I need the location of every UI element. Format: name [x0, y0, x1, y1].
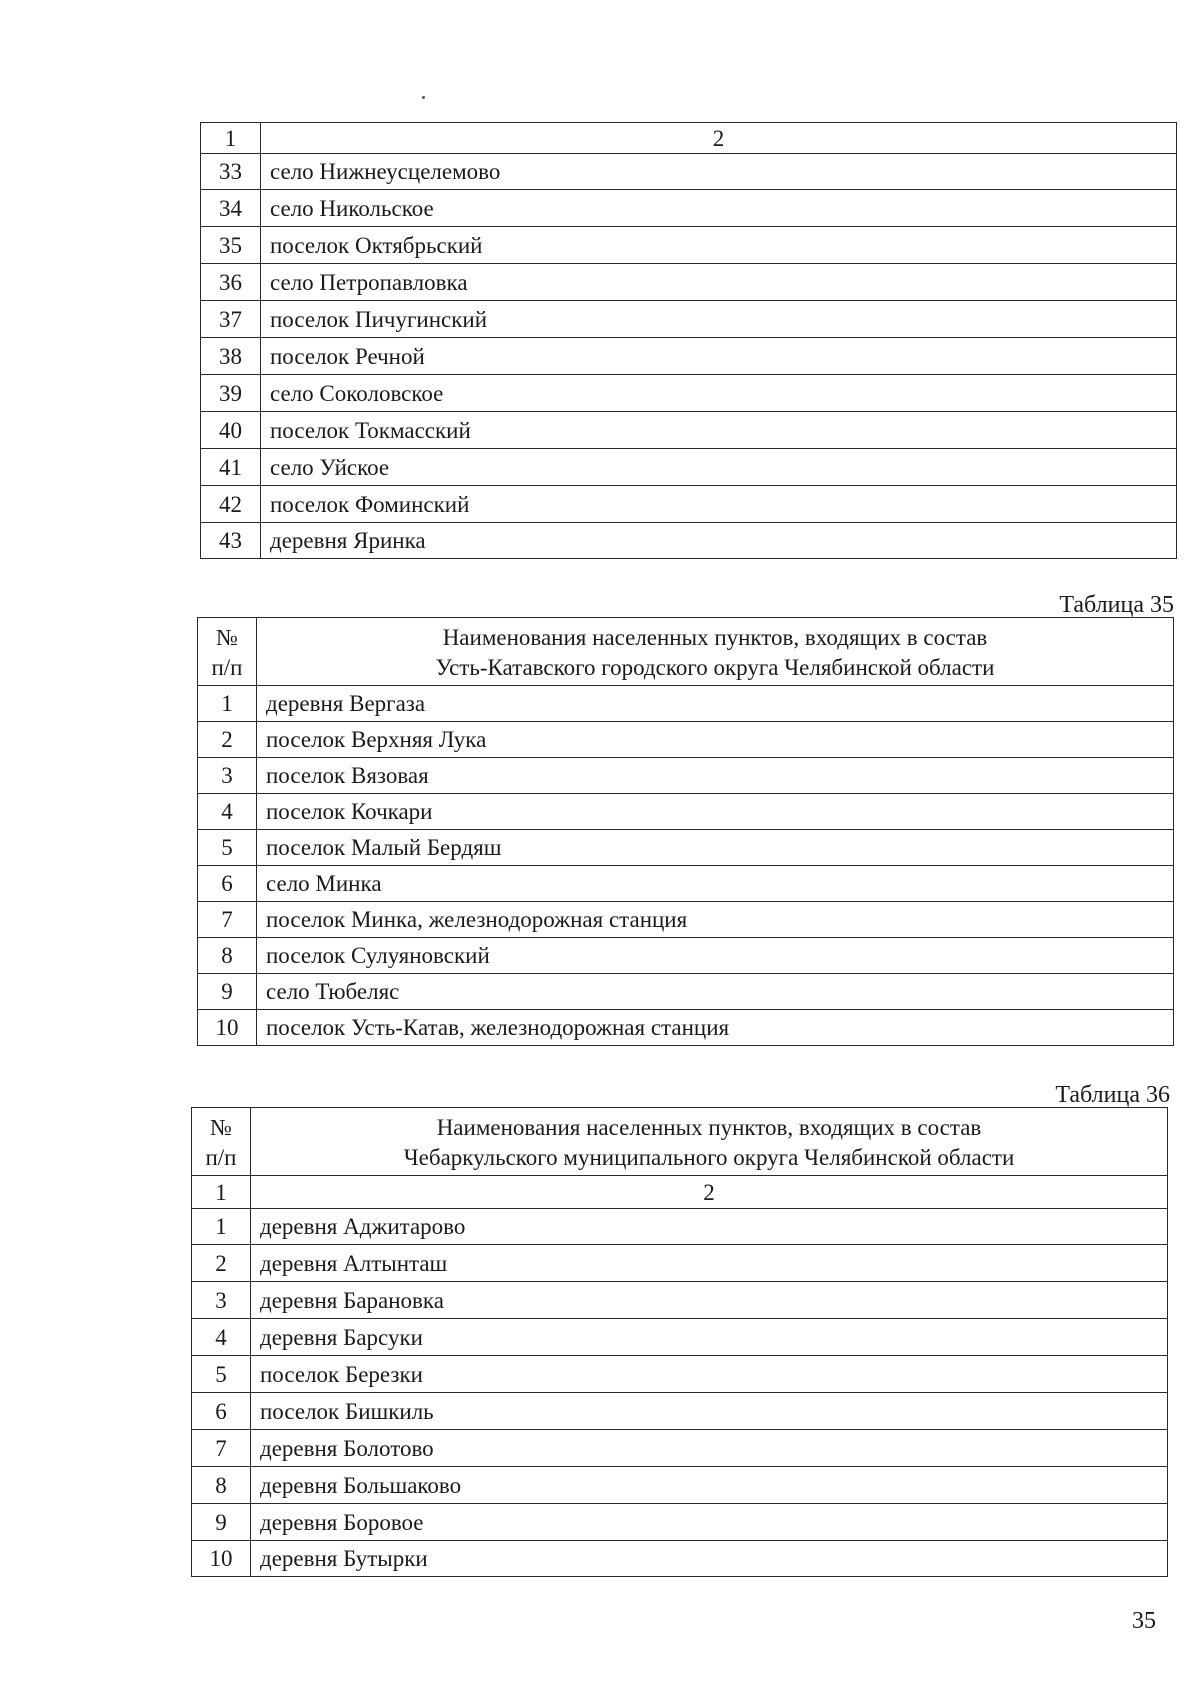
row-number: 2 [198, 722, 257, 758]
row-number: 7 [198, 902, 257, 938]
settlement-name: село Никольское [261, 190, 1177, 227]
column-index-row [192, 1176, 1168, 1209]
table-36 [191, 1107, 1168, 1577]
settlement-name: село Минка [257, 866, 1174, 902]
row-number: 4 [192, 1319, 251, 1356]
table-row [201, 190, 1177, 227]
row-number: 3 [192, 1282, 251, 1319]
row-number: 39 [201, 375, 261, 412]
row-number: 6 [198, 866, 257, 902]
table-row [198, 1010, 1174, 1046]
settlement-name: деревня Большаково [251, 1467, 1168, 1504]
table-row [192, 1467, 1168, 1504]
table-row [198, 722, 1174, 758]
table-row [198, 794, 1174, 830]
settlement-name: деревня Боровое [251, 1504, 1168, 1541]
table-row [198, 974, 1174, 1010]
row-number: 9 [198, 974, 257, 1010]
header-title-line-1: Наименования населенных пунктов, входящих в состав [436, 1114, 982, 1140]
settlement-name: поселок Бишкиль [251, 1393, 1168, 1430]
table-row [198, 686, 1174, 722]
scan-speck [422, 96, 425, 99]
header-title-line-2: Чебаркульского муниципального округа Челябинской области [403, 1144, 1015, 1170]
row-number: 5 [198, 830, 257, 866]
settlement-name: поселок Октябрьский [261, 227, 1177, 264]
number-abbr: п/п [211, 654, 243, 680]
table-header-row [192, 1108, 1168, 1176]
row-number: 40 [201, 412, 261, 449]
table-row [201, 154, 1177, 190]
settlement-name: деревня Вергаза [257, 686, 1174, 722]
table-row [201, 301, 1177, 338]
table-35 [197, 617, 1174, 1046]
number-column-header [192, 1108, 251, 1176]
row-number: 10 [198, 1010, 257, 1046]
settlement-name: село Уйское [261, 449, 1177, 486]
row-number: 42 [201, 486, 261, 523]
table-row [198, 830, 1174, 866]
row-number: 8 [198, 938, 257, 974]
column-index-1: 1 [192, 1176, 251, 1209]
row-number: 8 [192, 1467, 251, 1504]
column-index-2: 2 [261, 123, 1177, 154]
row-number: 4 [198, 794, 257, 830]
table-row [201, 449, 1177, 486]
table-row [201, 338, 1177, 375]
table-34-continued [200, 122, 1177, 559]
settlement-name: село Соколовское [261, 375, 1177, 412]
number-sign: № [210, 1114, 232, 1140]
settlement-name: деревня Барановка [251, 1282, 1168, 1319]
table-row [192, 1209, 1168, 1245]
row-number: 10 [192, 1541, 251, 1577]
header-title-line-2: Усть-Катавского городского округа Челябинской области [435, 654, 995, 680]
settlement-name: поселок Березки [251, 1356, 1168, 1393]
row-number: 6 [192, 1393, 251, 1430]
settlement-name: поселок Токмасский [261, 412, 1177, 449]
name-column-header [257, 618, 1174, 686]
table-36-caption: Таблица 36 [1055, 1082, 1170, 1108]
table-header-row [201, 123, 1177, 154]
settlement-name: поселок Сулуяновский [257, 938, 1174, 974]
row-number: 34 [201, 190, 261, 227]
settlement-name: поселок Минка, железнодорожная станция [257, 902, 1174, 938]
table-row [201, 375, 1177, 412]
settlement-name: поселок Усть-Катав, железнодорожная станция [257, 1010, 1174, 1046]
row-number: 5 [192, 1356, 251, 1393]
row-number: 38 [201, 338, 261, 375]
number-sign: № [216, 624, 238, 650]
table-row [192, 1541, 1168, 1577]
row-number: 1 [198, 686, 257, 722]
table-row [201, 227, 1177, 264]
table-row [201, 486, 1177, 523]
row-number: 41 [201, 449, 261, 486]
table-row [201, 523, 1177, 559]
settlement-name: поселок Речной [261, 338, 1177, 375]
settlement-name: деревня Яринка [261, 523, 1177, 559]
table-row [192, 1504, 1168, 1541]
settlement-name: деревня Болотово [251, 1430, 1168, 1467]
settlement-name: село Нижнеусцелемово [261, 154, 1177, 190]
settlement-name: село Петропавловка [261, 264, 1177, 301]
table-row [198, 938, 1174, 974]
row-number: 2 [192, 1245, 251, 1282]
table-row [198, 758, 1174, 794]
settlement-name: поселок Пичугинский [261, 301, 1177, 338]
table-row [201, 412, 1177, 449]
table-row [192, 1245, 1168, 1282]
table-row [198, 902, 1174, 938]
settlement-name: поселок Фоминский [261, 486, 1177, 523]
header-title-line-1: Наименования населенных пунктов, входящих в состав [442, 624, 988, 650]
row-number: 43 [201, 523, 261, 559]
settlement-name: деревня Алтынташ [251, 1245, 1168, 1282]
table-row [201, 264, 1177, 301]
settlement-name: деревня Бутырки [251, 1541, 1168, 1577]
settlement-name: деревня Барсуки [251, 1319, 1168, 1356]
page-number: 35 [1132, 1608, 1156, 1634]
table-row [192, 1319, 1168, 1356]
settlement-name: поселок Вязовая [257, 758, 1174, 794]
settlement-name: поселок Кочкари [257, 794, 1174, 830]
settlement-name: поселок Малый Бердяш [257, 830, 1174, 866]
settlement-name: поселок Верхняя Лука [257, 722, 1174, 758]
table-header-row [198, 618, 1174, 686]
settlement-name: село Тюбеляс [257, 974, 1174, 1010]
row-number: 1 [192, 1209, 251, 1245]
number-abbr: п/п [205, 1144, 237, 1170]
table-row [192, 1430, 1168, 1467]
row-number: 36 [201, 264, 261, 301]
table-35-caption: Таблица 35 [1059, 592, 1174, 618]
row-number: 37 [201, 301, 261, 338]
name-column-header [251, 1108, 1168, 1176]
row-number: 35 [201, 227, 261, 264]
table-row [192, 1282, 1168, 1319]
settlement-name: деревня Аджитарово [251, 1209, 1168, 1245]
table-row [192, 1356, 1168, 1393]
row-number: 3 [198, 758, 257, 794]
number-column-header [198, 618, 257, 686]
table-row [192, 1393, 1168, 1430]
column-index-1: 1 [201, 123, 261, 154]
row-number: 7 [192, 1430, 251, 1467]
column-index-2: 2 [251, 1176, 1168, 1209]
table-row [198, 866, 1174, 902]
row-number: 33 [201, 154, 261, 190]
row-number: 9 [192, 1504, 251, 1541]
